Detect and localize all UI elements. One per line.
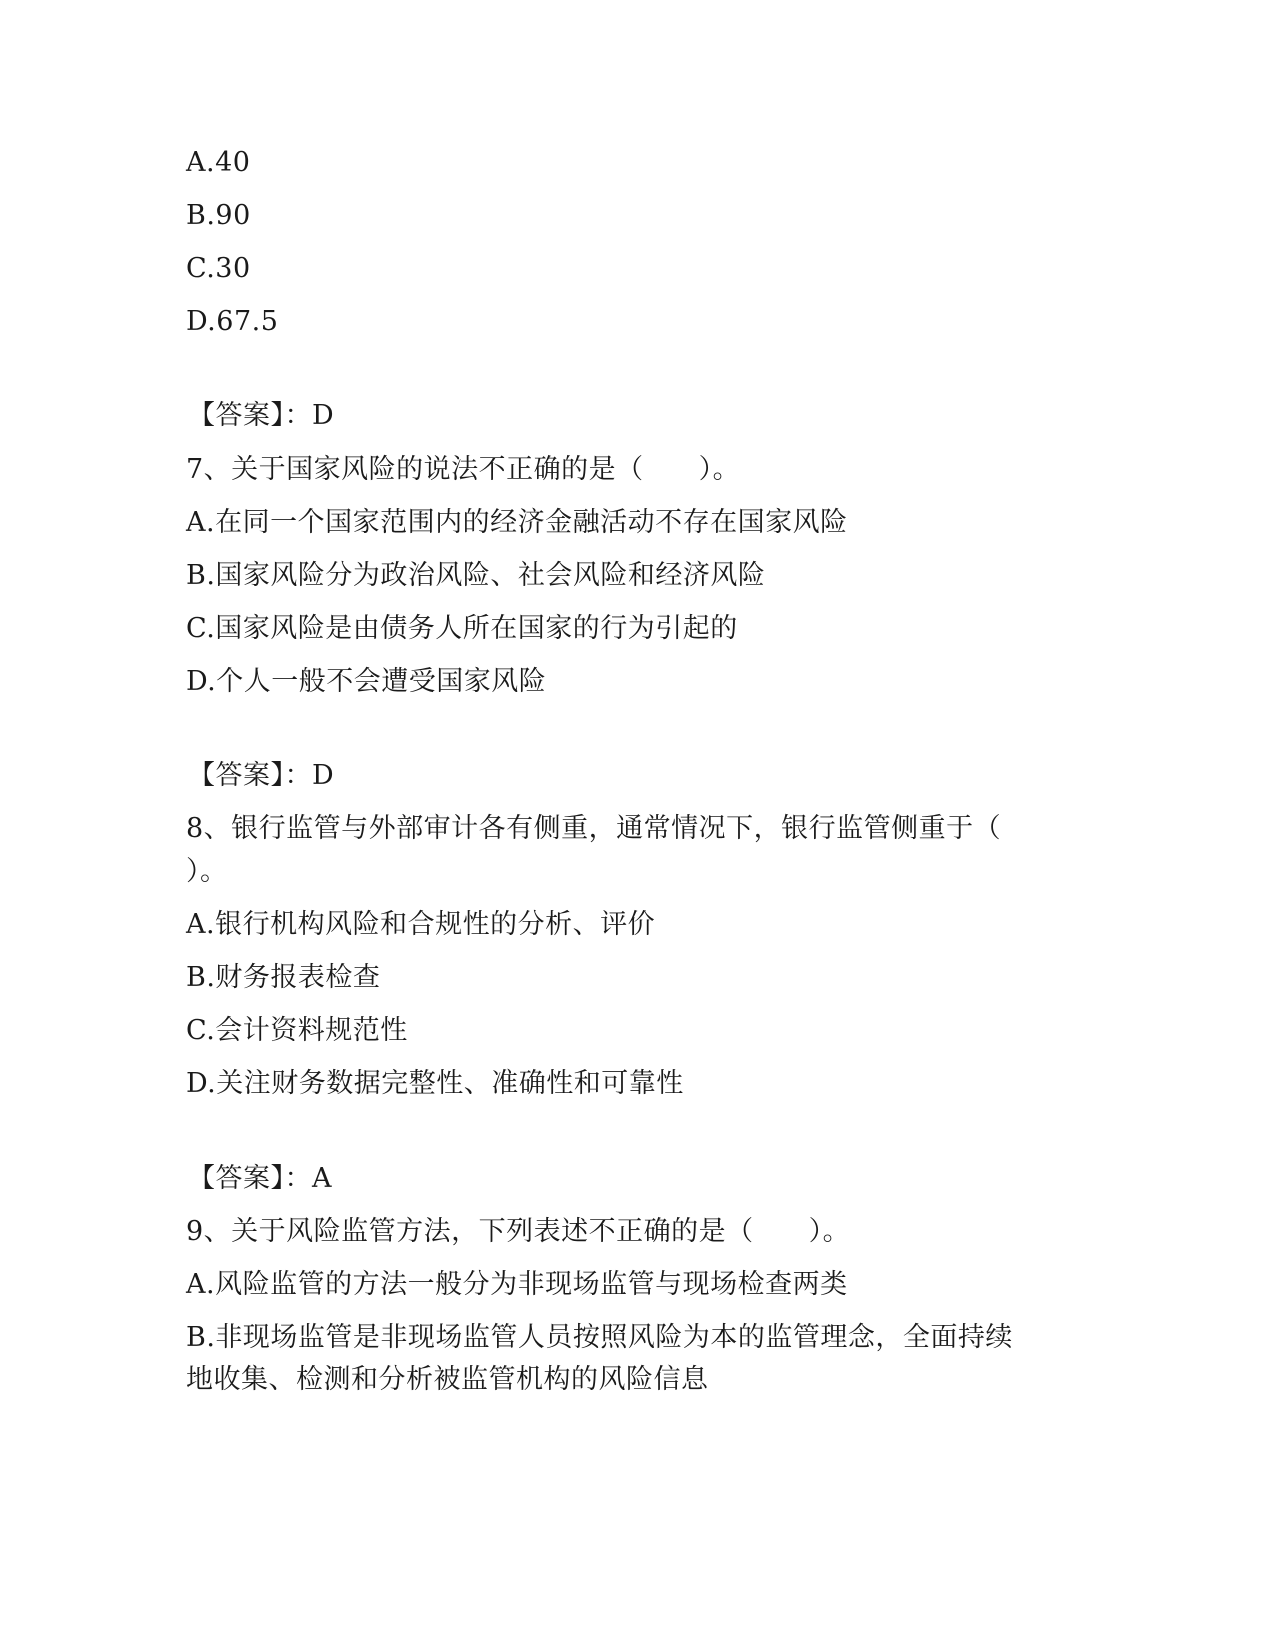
q7-option-d: D.个人一般不会遭受国家风险 bbox=[186, 666, 547, 697]
q6-option-c: C.30 bbox=[186, 253, 251, 284]
q9-stem: 9、关于风险监管方法，下列表述不正确的是（ ）。 bbox=[186, 1216, 851, 1247]
q8-option-b: B.财务报表检查 bbox=[186, 962, 381, 993]
q8-stem-line1: 8、银行监管与外部审计各有侧重，通常情况下，银行监管侧重于（ bbox=[186, 813, 1002, 844]
q9-option-a: A.风险监管的方法一般分为非现场监管与现场检查两类 bbox=[186, 1269, 848, 1300]
q8-stem-line2: ）。 bbox=[186, 856, 228, 887]
q8-option-c: C.会计资料规范性 bbox=[186, 1015, 408, 1046]
q6-option-a: A.40 bbox=[186, 147, 251, 178]
q7-option-c: C.国家风险是由债务人所在国家的行为引起的 bbox=[186, 613, 738, 644]
q6-option-b: B.90 bbox=[186, 200, 251, 231]
q8-option-a: A.银行机构风险和合规性的分析、评价 bbox=[186, 909, 656, 940]
q8-answer: 【答案】：A bbox=[188, 1163, 332, 1194]
q9-option-b-line2: 地收集、检测和分析被监管机构的风险信息 bbox=[186, 1364, 709, 1395]
q6-answer: 【答案】：D bbox=[188, 400, 335, 431]
q7-option-a: A.在同一个国家范围内的经济金融活动不存在国家风险 bbox=[186, 507, 848, 538]
q7-answer: 【答案】：D bbox=[188, 760, 335, 791]
q6-option-d: D.67.5 bbox=[186, 306, 279, 337]
q7-stem: 7、关于国家风险的说法不正确的是（ ）。 bbox=[186, 454, 741, 485]
q8-option-d: D.关注财务数据完整性、准确性和可靠性 bbox=[186, 1068, 684, 1099]
q7-option-b: B.国家风险分为政治风险、社会风险和经济风险 bbox=[186, 560, 766, 591]
q9-option-b-line1: B.非现场监管是非现场监管人员按照风险为本的监管理念，全面持续 bbox=[186, 1322, 1013, 1353]
